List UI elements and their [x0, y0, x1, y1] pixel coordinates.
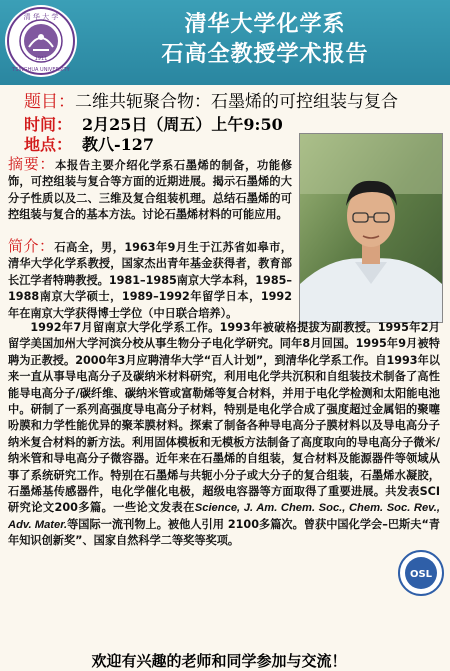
- page-title: [90, 10, 440, 70]
- logo-year: 1911: [34, 56, 48, 62]
- place-row: [24, 134, 324, 156]
- osl-badge-text: OSL: [409, 569, 433, 580]
- abstract-text: 本报告主要介绍化学系石墨烯的制备，功能修饰，可控组装与复合等方面的近期进展。揭示石墨烯的大分子性质以及二、三维及复合组装机理。总结石墨烯的可控组装与复合的基本方法。讨论石墨烯材料的可能应用。: [8, 159, 292, 222]
- welcome-footer: 欢迎有兴趣的老师和同学参加与交流！: [91, 652, 347, 670]
- title-line-1: 清华大学化学系: [184, 12, 346, 37]
- bio-intro-text: 石高全，男，1963年9月生于江苏省如皋市，清华大学化学系教授，国家杰出青年基金获得者，教育部长江学者特聘教授。1981–1985南京大学本科，1985–1988南京大学硕士，1989–1992年留学日本，1992年在南京大学获得博士学位（中日联合培养）。: [8, 241, 292, 320]
- time-label: 时间：: [24, 115, 73, 134]
- speaker-photo: [299, 133, 443, 323]
- logo-text-top: 清 华 大 学: [23, 13, 59, 21]
- time-row: [24, 114, 324, 136]
- place-label: 地点：: [24, 135, 73, 154]
- place-value: 教八-127: [82, 135, 155, 154]
- logo-text-bottom: TSINGHUA UNIVERSITY: [12, 67, 70, 73]
- poster-body: [6, 88, 444, 670]
- topic-label: 题目：: [24, 92, 75, 112]
- tsinghua-seal-logo: [3, 3, 79, 79]
- time-value: 2月25日（周五）上午9:50: [82, 115, 283, 134]
- bio-main-text: 1992年7月留南京大学化学系工作。1993年被破格提拔为副教授。1995年2月留学美国加州大学河滨分校从事生物分子电化学研究。同年8月回国。1995年9月被特聘为正教授。2000年3月应聘清华大学“百人计划”，到清华化学系工作。自1993年以来一直从事导电高分子及碳纳米材料研究，利用电化学共沉积和自组装技术制备了高性能导电高分子/碳纤维、碳纳米管或富勒烯等复合材料，并用于电化学检测和太阳能电池中。研制了一系列高强度导电高分子材料，特别是电化学合成了强度超过金属铝的聚噻吩膜和力学性能优异的聚苯膜材料。探索了制备各种导电高分子膜材料以及导电高分子纳米复合材料的新方法。利用固体模板和无模板方法制备了高度取向的导电高分子微米/纳米管和导电高分子微容器。近年来在石墨烯的自组装，复合材料及能源器件等领域从事了系统研究工作。特别在石墨烯与共轭小分子或大分子的复合组装，石墨烯水凝胶，石墨烯基传感器件，电化学催化电极，超级电容器等方面取得了重要进展。共发表SCI研究论文200多篇。一些论文发表在: [8, 321, 440, 515]
- bio-main-paragraph: [8, 320, 440, 550]
- bio-intro-paragraph: [8, 238, 292, 322]
- header-banner: [0, 0, 450, 85]
- bio-label: 简介：: [8, 237, 55, 255]
- abstract-paragraph: [8, 156, 292, 224]
- topic-row: [24, 90, 444, 114]
- title-line-2: 石高全教授学术报告: [161, 42, 369, 67]
- osl-badge-logo: [398, 550, 444, 596]
- abstract-label: 摘要：: [8, 155, 56, 173]
- topic-value: 二维共轭聚合物：石墨烯的可控组装与复合: [75, 92, 398, 112]
- bio-tail-text: 等国际一流刊物上。被他人引用 2100多篇次。曾获中国化学会–巴斯夫“青年知识创新奖”、国家自然科学二等奖等奖项。: [8, 517, 440, 548]
- journals-list: Science, J. Am. Chem. Soc., Chem. Soc. Rev., Adv. Mater.: [8, 502, 440, 531]
